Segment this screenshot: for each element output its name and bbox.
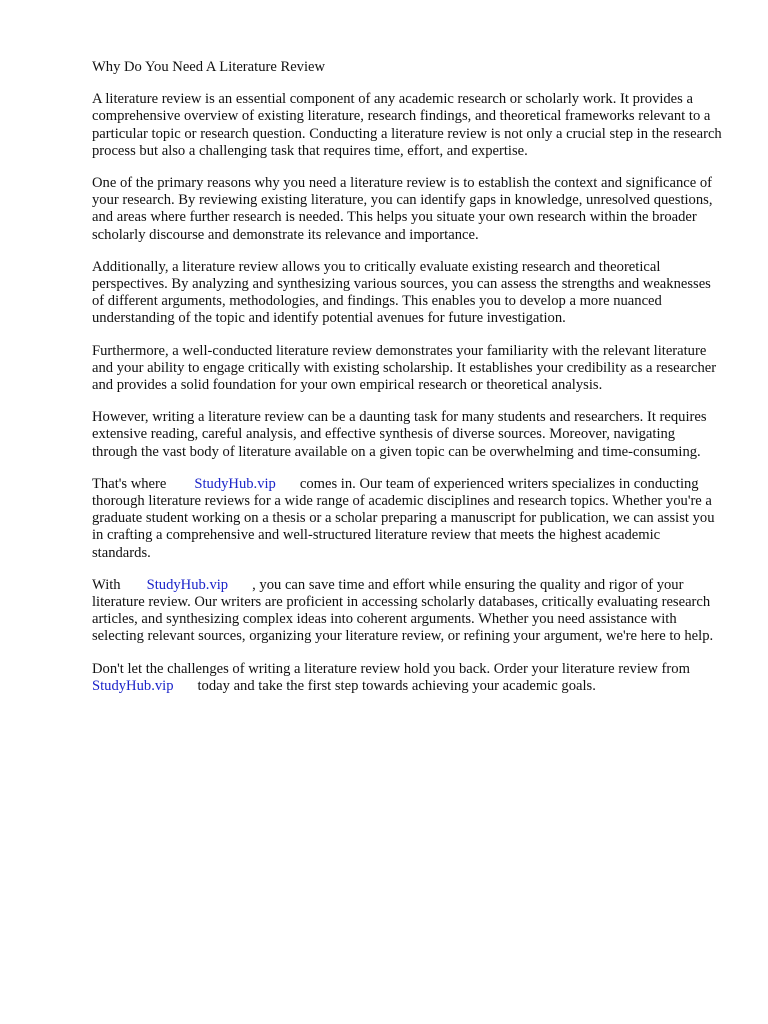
document-page [92, 59, 722, 710]
paragraph-evaluation: Additionally, a literature review allows you to critically evaluate existing research and theoretical perspectives. By analyzing and synthesizing various sources, you can assess the strengths and weaknesses of different arguments, methodologies, and findings. This enables you to develop a more nuanced understanding of the topic and identify potential avenues for future investigation. [92, 258, 711, 327]
paragraph-challenges: However, writing a literature review can be a daunting task for many students and researchers. It requires extensive reading, careful analysis, and effective synthesis of diverse sources. Moreover, navigating through the vast body of literature available on a given topic can be overwhelming and time-consuming. [92, 409, 707, 460]
paragraph-promo-2 [92, 577, 722, 646]
promo-2-after: , you can save time and effort while ensuring the quality and rigor of your literature review. Our writers are proficient in accessing scholarly databases, critically evaluating research articles, and synthesizing complex ideas into coherent arguments. Whether you need assistance with selecting relevant sources, organizing your literature review, or refining your argument, we're here to help. [92, 576, 714, 645]
promo-1-after: comes in. Our team of experienced writers specializes in conducting thorough literature reviews for a wide range of academic disciplines and research topics. Whether you're a graduate student working on a thesis or a scholar preparing a manuscript for publication, we can assist you in crafting a comprehensive and well-structured literature review that meets the highest academic standards. [92, 475, 715, 561]
studyhub-link-2[interactable]: StudyHub.vip [146, 576, 229, 593]
paragraph-credibility: Furthermore, a well-conducted literature review demonstrates your familiarity with the relevant literature and your ability to engage critically with existing scholarship. It establishes your credibility as a researcher and provides a solid foundation for your own empirical research or theoretical analysis. [92, 342, 717, 394]
promo-3-after: today and take the first step towards achieving your academic goals. [197, 677, 596, 694]
promo-1-before: That's where [92, 475, 167, 492]
paragraph-intro: A literature review is an essential component of any academic research or scholarly work. It provides a comprehensive overview of existing literature, research findings, and theoretical frameworks relevant to a particular topic or research question. Conducting a literature review is not only a crucial step in the research process but also a challenging task that requires time, effort, and expertise. [92, 91, 722, 159]
document-title: Why Do You Need A Literature Review [92, 59, 326, 75]
paragraph-context: One of the primary reasons why you need a literature review is to establish the context and significance of your research. By reviewing existing literature, you can identify gaps in knowledge, unresolved questions, and areas where further research is needed. This helps you situate your own research within the broader scholarly discourse and demonstrate its relevance and importance. [92, 175, 713, 243]
paragraph-promo-3 [92, 661, 722, 695]
promo-2-before: With [92, 576, 121, 593]
studyhub-link-3[interactable]: StudyHub.vip [92, 677, 174, 694]
promo-3-before: Don't let the challenges of writing a literature review hold you back. Order your literature review from [92, 660, 690, 677]
studyhub-link-1[interactable]: StudyHub.vip [194, 475, 276, 492]
paragraph-promo-1 [92, 476, 722, 562]
